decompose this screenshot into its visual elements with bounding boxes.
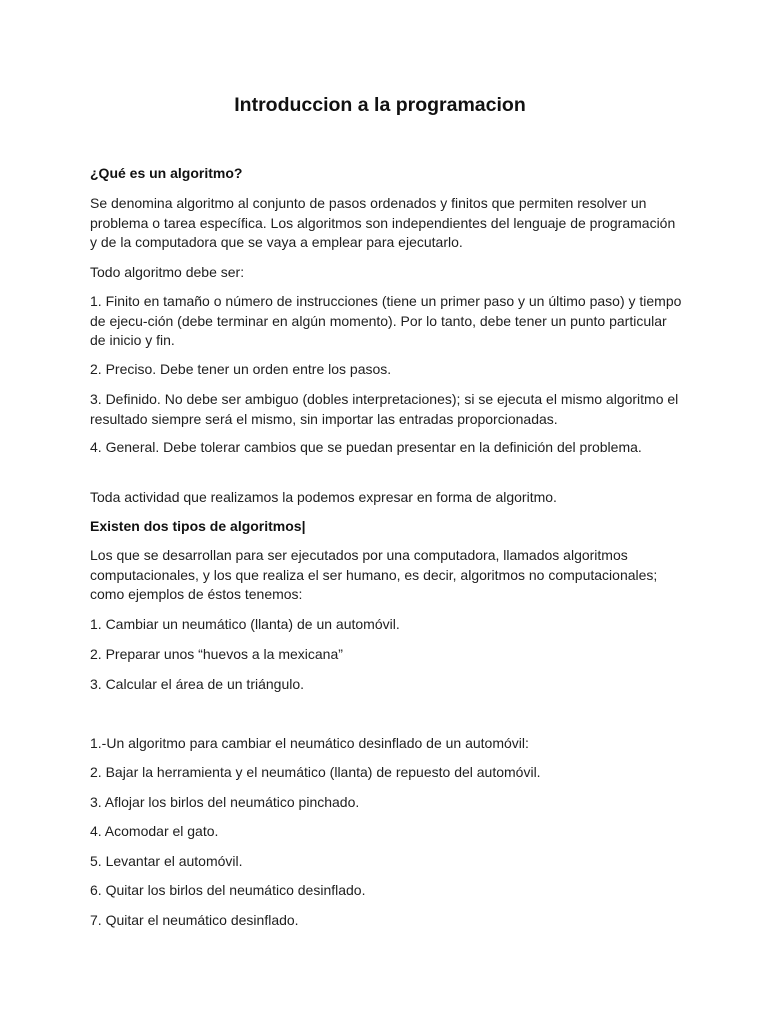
- page-title: Introduccion a la programacion: [234, 94, 526, 116]
- list-item-requisito-general: 4. General. Debe tolerar cambios que se puedan presentar en la definición del problema.: [90, 439, 642, 455]
- list-item-requisito-preciso: 2. Preciso. Debe tener un orden entre los pasos.: [90, 361, 392, 377]
- list-item-paso-6: 6. Quitar los birlos del neumático desinflado.: [90, 882, 366, 898]
- list-item-ejemplo-triangulo: 3. Calcular el área de un triángulo.: [90, 676, 305, 692]
- list-item-paso-1: 1.-Un algoritmo para cambiar el neumático desinflado de un automóvil:: [90, 735, 529, 751]
- list-item-paso-7: 7. Quitar el neumático desinflado.: [90, 912, 299, 928]
- document-page: [90, 0, 686, 1024]
- list-item-paso-3: 3. Aflojar los birlos del neumático pinchado.: [90, 794, 360, 810]
- paragraph-definicion: Se denomina algoritmo al conjunto de pasos ordenados y finitos que permiten resolver un problema o tarea específica. Los algoritmos son independientes del lenguaje de programación y de la computadora que se vaya a emplear para ejecutarlo.: [90, 195, 676, 250]
- list-item-requisito-finito: 1. Finito en tamaño o número de instrucciones (tiene un primer paso y un último paso) y tiempo de ejecu-ción (debe terminar en algún momento). Por lo tanto, debe tener un punto particular de inicio y fin.: [90, 293, 682, 348]
- list-item-paso-5: 5. Levantar el automóvil.: [90, 853, 243, 869]
- list-item-paso-2: 2. Bajar la herramienta y el neumático (llanta) de repuesto del automóvil.: [90, 764, 541, 780]
- list-item-ejemplo-huevos: 2. Preparar unos “huevos a la mexicana”: [90, 646, 343, 662]
- paragraph-actividad: Toda actividad que realizamos la podemos expresar en forma de algoritmo.: [90, 489, 557, 505]
- section-heading-algoritmo: ¿Qué es un algoritmo?: [90, 165, 243, 181]
- section-heading-tipos: Existen dos tipos de algoritmos|: [90, 518, 306, 534]
- list-item-requisito-definido: 3. Definido. No debe ser ambiguo (dobles interpretaciones); si se ejecuta el mismo algoritmo el resultado siempre será el mismo, sin importar las entradas proporcionadas.: [90, 391, 679, 427]
- list-item-ejemplo-neumatico: 1. Cambiar un neumático (llanta) de un automóvil.: [90, 616, 400, 632]
- list-item-paso-4: 4. Acomodar el gato.: [90, 823, 219, 839]
- paragraph-tipos: Los que se desarrollan para ser ejecutados por una computadora, llamados algoritmos computacionales, y los que realiza el ser humano, es decir, algoritmos no computacionales; como ejemplos de éstos tenemos:: [90, 547, 658, 602]
- paragraph-debe-ser: Todo algoritmo debe ser:: [90, 264, 245, 280]
